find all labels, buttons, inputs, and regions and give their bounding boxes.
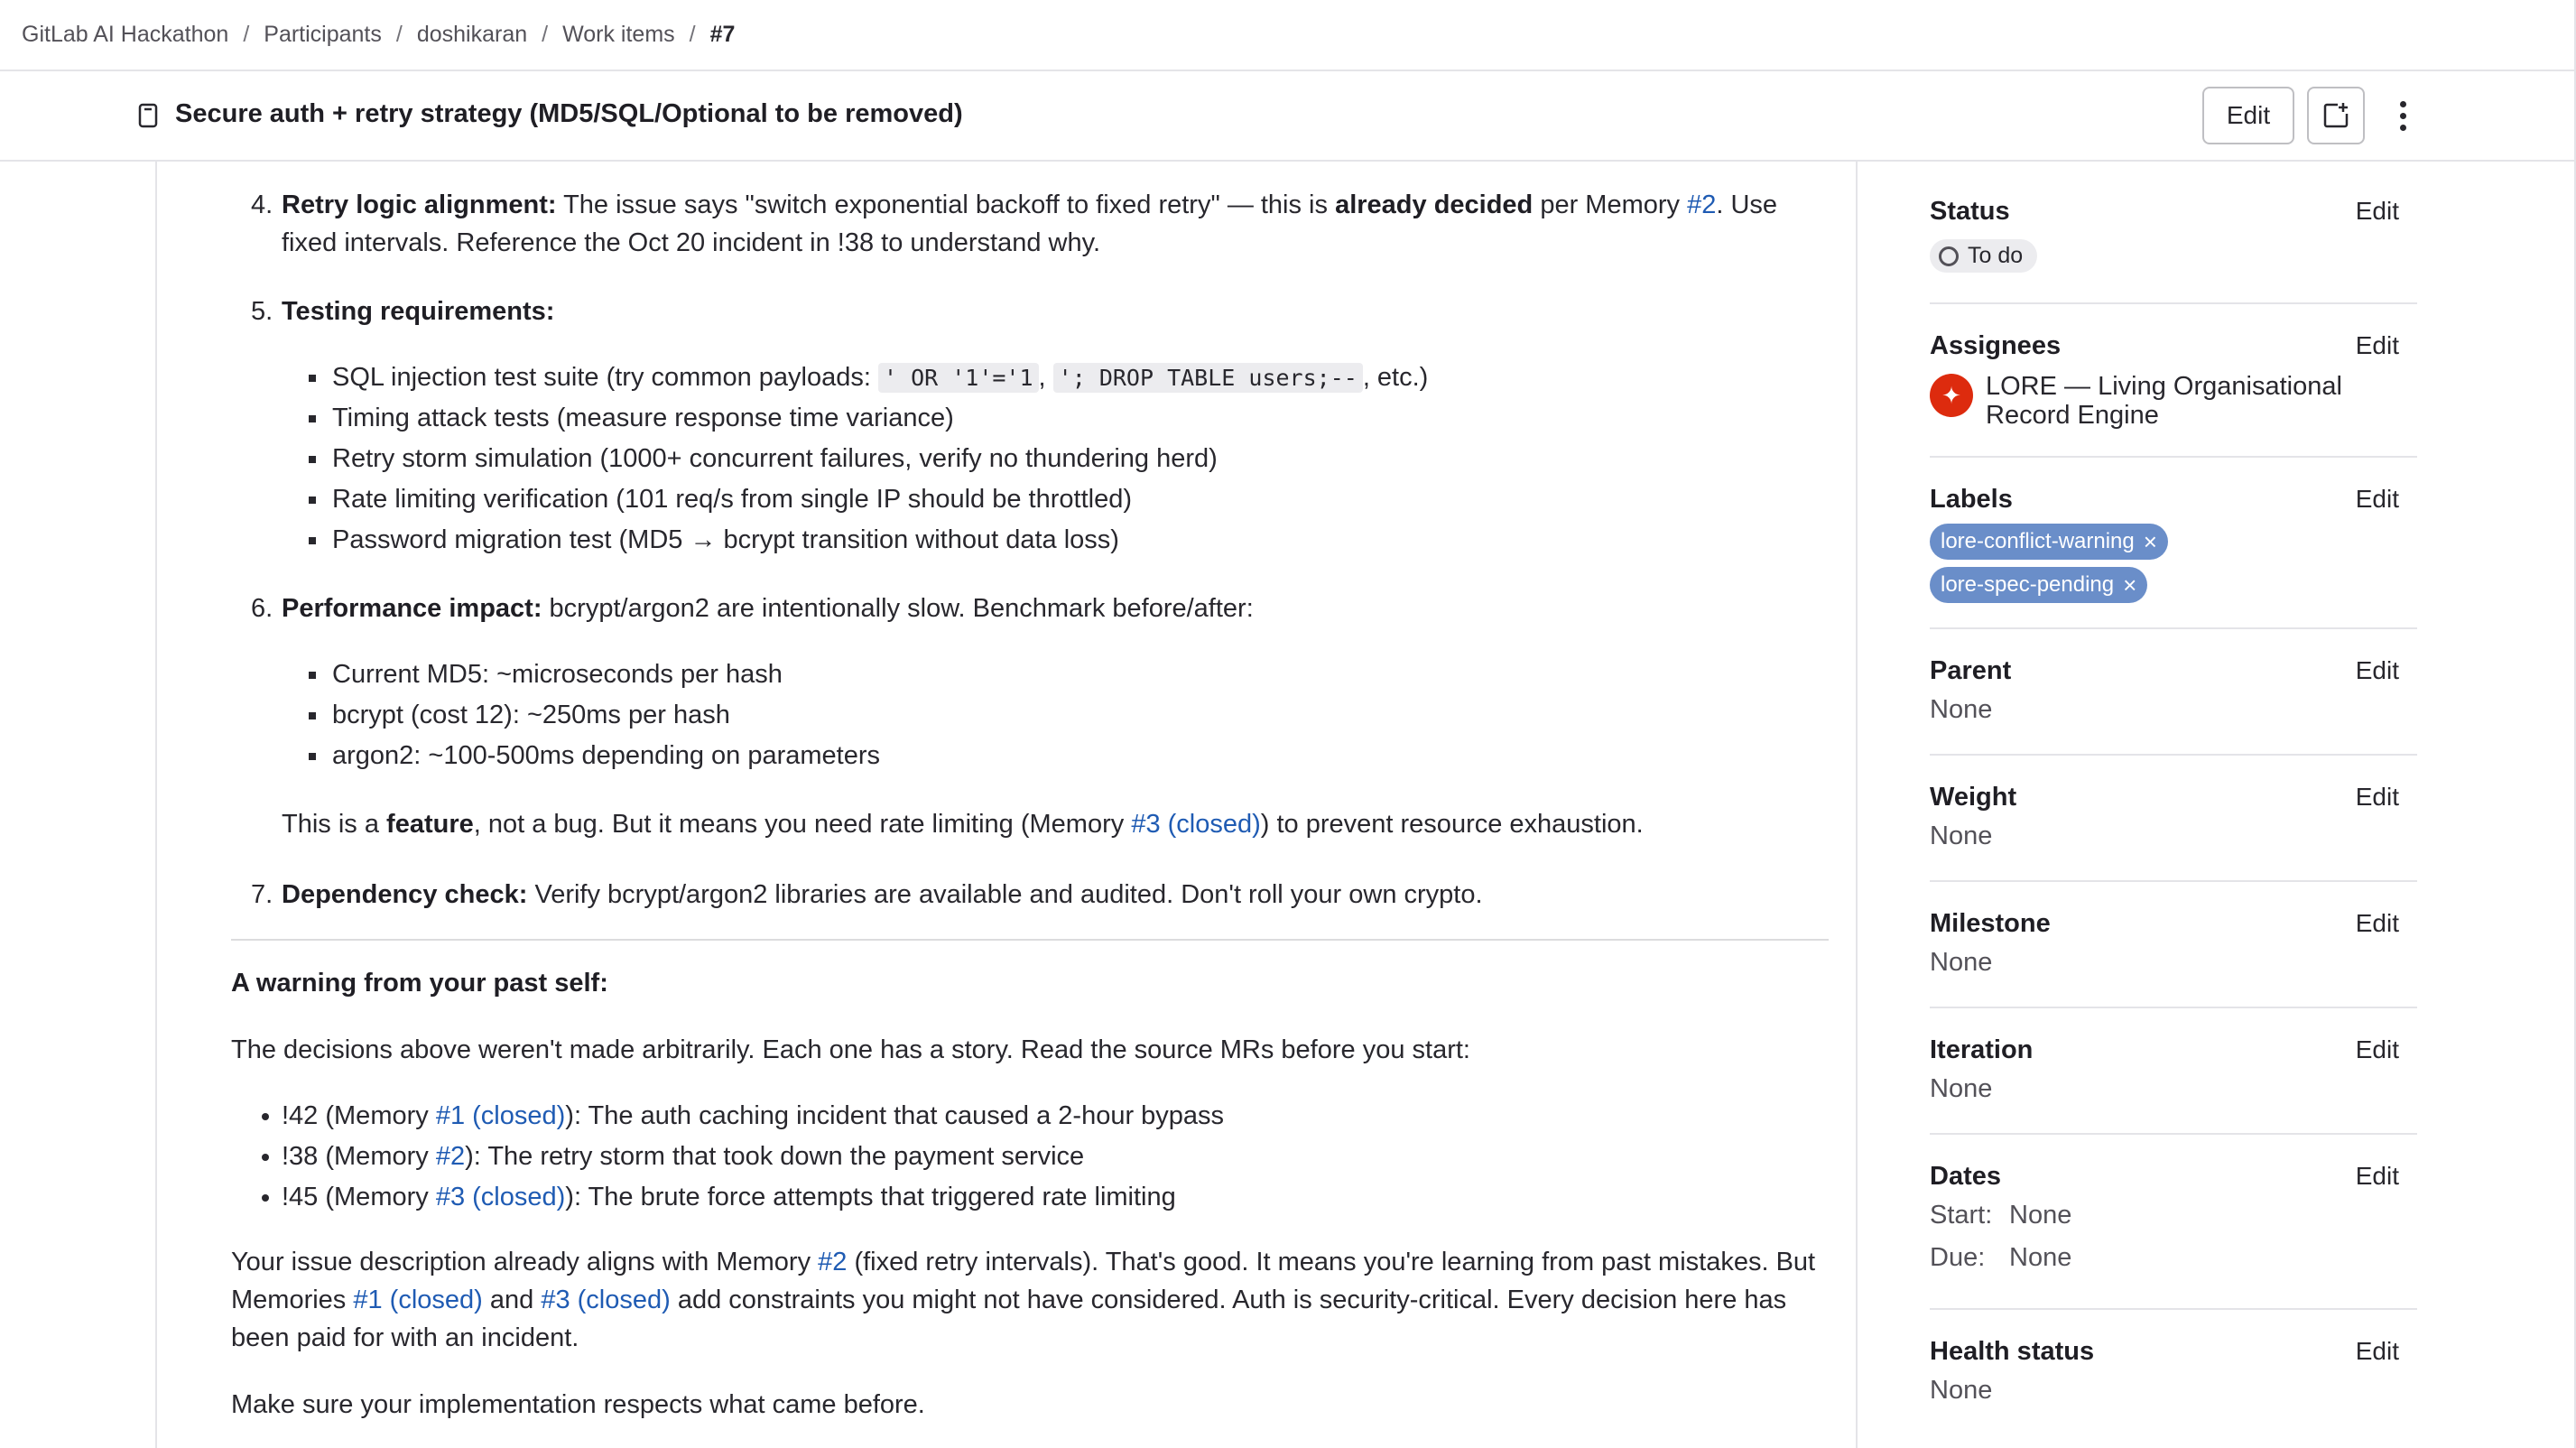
list-item <box>231 876 1829 914</box>
list-item: Retry storm simulation (1000+ concurrent failures, verify no thundering herd) <box>231 439 1829 479</box>
iteration-section <box>1930 1008 2417 1135</box>
list-item <box>231 589 1829 627</box>
item-text: ): The auth caching incident that caused a 2-hour bypass <box>565 1101 1225 1130</box>
memory-link[interactable]: #3 (closed) <box>435 1183 566 1211</box>
item-text: Your issue description already aligns with Memory <box>231 1248 819 1276</box>
list-number: 6. <box>251 594 273 623</box>
item-text: ): The retry storm that took down the payment service <box>465 1142 1085 1171</box>
breadcrumb-separator: / <box>243 22 250 47</box>
item-text: The issue says "switch exponential backoff to fixed retry" — this is <box>556 190 1336 219</box>
work-item-description <box>231 181 1829 1424</box>
work-item-sidebar <box>1930 181 2417 1445</box>
list-item: Timing attack tests (measure response time variance) <box>231 398 1829 439</box>
label-text: lore-conflict-warning <box>1941 529 2135 553</box>
weight-section <box>1930 756 2417 882</box>
assignees-section <box>1930 304 2417 458</box>
item-text: ): The brute force attempts that triggered rate limiting <box>565 1183 1176 1211</box>
kebab-dot-icon <box>2400 125 2406 131</box>
item-text: and <box>482 1286 542 1314</box>
item-text: (fixed retry intervals). That's good. It means you're learning from past mistakes. But Memories <box>231 1248 1816 1314</box>
health-status-value: None <box>1930 1376 1993 1405</box>
memory-link[interactable]: #3 (closed) <box>1131 810 1261 839</box>
remove-label-icon[interactable]: × <box>2123 571 2137 599</box>
issue-type-icon <box>137 102 159 129</box>
breadcrumb <box>0 0 2576 71</box>
item-heading: Testing requirements: <box>282 297 555 326</box>
item-heading: Performance impact: <box>282 594 542 623</box>
memory-link[interactable]: #2 <box>435 1142 466 1171</box>
milestone-value: None <box>1930 948 1993 977</box>
work-item-title: Secure auth + retry strategy (MD5/SQL/Optional to be removed) <box>175 99 963 128</box>
parent-edit-button[interactable]: Edit <box>2355 656 2399 684</box>
labels-edit-button[interactable]: Edit <box>2355 485 2399 513</box>
status-edit-button[interactable]: Edit <box>2355 197 2399 225</box>
item-text: Verify bcrypt/argon2 libraries are available and audited. Don't roll your own crypto. <box>527 880 1483 909</box>
kebab-dot-icon <box>2400 101 2406 107</box>
paragraph <box>231 805 1829 843</box>
list-item: Current MD5: ~microseconds per hash <box>231 654 1829 695</box>
edit-button[interactable]: Edit <box>2202 87 2294 144</box>
status-badge <box>1930 239 2037 273</box>
bullet-list <box>231 654 1829 776</box>
assignees-edit-button[interactable]: Edit <box>2355 331 2399 359</box>
list-item <box>231 1096 1829 1137</box>
memory-link[interactable]: #1 (closed) <box>435 1101 566 1130</box>
item-bold: feature <box>386 810 474 839</box>
item-heading: Dependency check: <box>282 880 528 909</box>
status-circle-icon <box>1939 246 1959 266</box>
memory-link[interactable]: #3 (closed) <box>541 1286 671 1314</box>
item-heading: Retry logic alignment: <box>282 190 557 219</box>
milestone-section <box>1930 882 2417 1008</box>
status-value: To do <box>1968 243 2024 268</box>
breadcrumb-separator: / <box>542 22 549 47</box>
breadcrumb-current[interactable]: #7 <box>709 22 736 47</box>
list-item <box>231 292 1829 330</box>
iteration-value: None <box>1930 1074 1993 1103</box>
list-item <box>231 186 1829 262</box>
sidebar-divider <box>1856 162 1858 1448</box>
heading-text: A warning from your past self: <box>231 969 608 998</box>
bullet-list <box>231 357 1829 561</box>
item-text: !38 (Memory <box>282 1142 436 1171</box>
inline-code: ' OR '1'='1 <box>878 363 1039 393</box>
health-status-edit-button[interactable]: Edit <box>2355 1337 2399 1365</box>
mr-list <box>231 1096 1829 1218</box>
dates-edit-button[interactable]: Edit <box>2355 1162 2399 1190</box>
iteration-label: Iteration <box>1930 1035 2034 1064</box>
weight-label: Weight <box>1930 783 2017 812</box>
inline-code: '; DROP TABLE users;-- <box>1053 363 1363 393</box>
list-number: 5. <box>251 297 273 326</box>
milestone-label: Milestone <box>1930 909 2051 938</box>
list-item <box>231 357 1829 398</box>
list-item: Password migration test (MD5 → bcrypt transition without data loss) <box>231 520 1829 561</box>
item-text: !42 (Memory <box>282 1101 436 1130</box>
list-item: argon2: ~100-500ms depending on parameters <box>231 736 1829 776</box>
content-left-border <box>155 162 157 1448</box>
label-chip[interactable] <box>1930 567 2147 603</box>
breadcrumb-separator: / <box>689 22 696 47</box>
milestone-edit-button[interactable]: Edit <box>2355 909 2399 937</box>
item-text: bcrypt/argon2 are intentionally slow. Benchmark before/after: <box>542 594 1254 623</box>
iteration-edit-button[interactable]: Edit <box>2355 1035 2399 1063</box>
parent-label: Parent <box>1930 656 2012 685</box>
list-item <box>231 1137 1829 1177</box>
item-text: add constraints you might not have considered. Auth is security-critical. Every decision here has been paid for with an incident. <box>231 1286 1787 1352</box>
due-date-value: None <box>2009 1243 2072 1272</box>
item-text: per Memory <box>1533 190 1688 219</box>
paragraph <box>231 1243 1829 1357</box>
item-text: ) to prevent resource exhaustion. <box>1260 810 1644 839</box>
item-text: !45 (Memory <box>282 1183 436 1211</box>
parent-value: None <box>1930 695 1993 724</box>
due-date-label: Due: <box>1930 1243 1986 1272</box>
due-date-row <box>1930 1243 2417 1273</box>
breadcrumb-separator: / <box>395 22 403 47</box>
avatar: ✦ <box>1930 374 1973 417</box>
start-date-label: Start: <box>1930 1201 1993 1230</box>
breadcrumb-item-user[interactable]: doshikaran <box>416 22 528 47</box>
list-item: bcrypt (cost 12): ~250ms per hash <box>231 695 1829 736</box>
breadcrumb-item-work-items[interactable]: Work items <box>562 22 675 47</box>
closing-paragraph: Make sure your implementation respects what came before. <box>231 1390 925 1419</box>
remove-label-icon[interactable]: × <box>2143 527 2157 555</box>
dates-label: Dates <box>1930 1162 2001 1191</box>
start-date-row <box>1930 1201 2417 1230</box>
list-item: Rate limiting verification (101 req/s from single IP should be throttled) <box>231 479 1829 520</box>
warning-heading <box>231 964 1829 1002</box>
start-date-value: None <box>2009 1201 2072 1230</box>
memory-link[interactable]: #1 (closed) <box>353 1286 483 1314</box>
health-status-section <box>1930 1310 2417 1445</box>
labels-section <box>1930 458 2417 629</box>
health-status-label: Health status <box>1930 1337 2095 1366</box>
item-text: This is a <box>282 810 387 839</box>
more-actions-button[interactable] <box>2388 93 2417 138</box>
list-number: 7. <box>251 880 273 909</box>
add-todo-button[interactable] <box>2307 87 2365 144</box>
item-text: , not a bug. But it means you need rate limiting (Memory <box>473 810 1132 839</box>
breadcrumb-item-group[interactable]: GitLab AI Hackathon <box>22 22 229 47</box>
item-text: , etc.) <box>1362 363 1429 392</box>
dates-section <box>1930 1135 2417 1310</box>
item-text: SQL injection test suite (try common payloads: <box>332 363 878 392</box>
weight-value: None <box>1930 821 1993 850</box>
list-item <box>231 1177 1829 1218</box>
status-section <box>1930 181 2417 304</box>
item-text: , <box>1038 363 1053 392</box>
label-chip[interactable] <box>1930 524 2168 560</box>
warning-intro: The decisions above weren't made arbitrarily. Each one has a story. Read the source MRs before you start: <box>231 1035 1470 1064</box>
assignee-name[interactable]: LORE — Living Organisational Record Engine <box>1986 372 2342 430</box>
breadcrumb-item-participants[interactable]: Participants <box>264 22 382 47</box>
labels-label: Labels <box>1930 485 2013 514</box>
weight-edit-button[interactable]: Edit <box>2355 783 2399 811</box>
assignees-label: Assignees <box>1930 331 2062 360</box>
parent-section <box>1930 629 2417 756</box>
horizontal-rule <box>231 939 1829 941</box>
memory-link[interactable]: #2 <box>818 1248 848 1276</box>
item-text: . Use fixed intervals. Reference the Oct 20 incident in !38 to understand why. <box>282 190 1778 257</box>
memory-link[interactable]: #2 <box>1687 190 1717 219</box>
label-text: lore-spec-pending <box>1941 572 2115 597</box>
status-label: Status <box>1930 197 2010 226</box>
list-number: 4. <box>251 190 273 219</box>
work-item-sticky-header <box>0 71 2576 162</box>
item-bold: already decided <box>1335 190 1534 219</box>
add-todo-icon <box>2321 101 2350 130</box>
kebab-dot-icon <box>2400 113 2406 119</box>
